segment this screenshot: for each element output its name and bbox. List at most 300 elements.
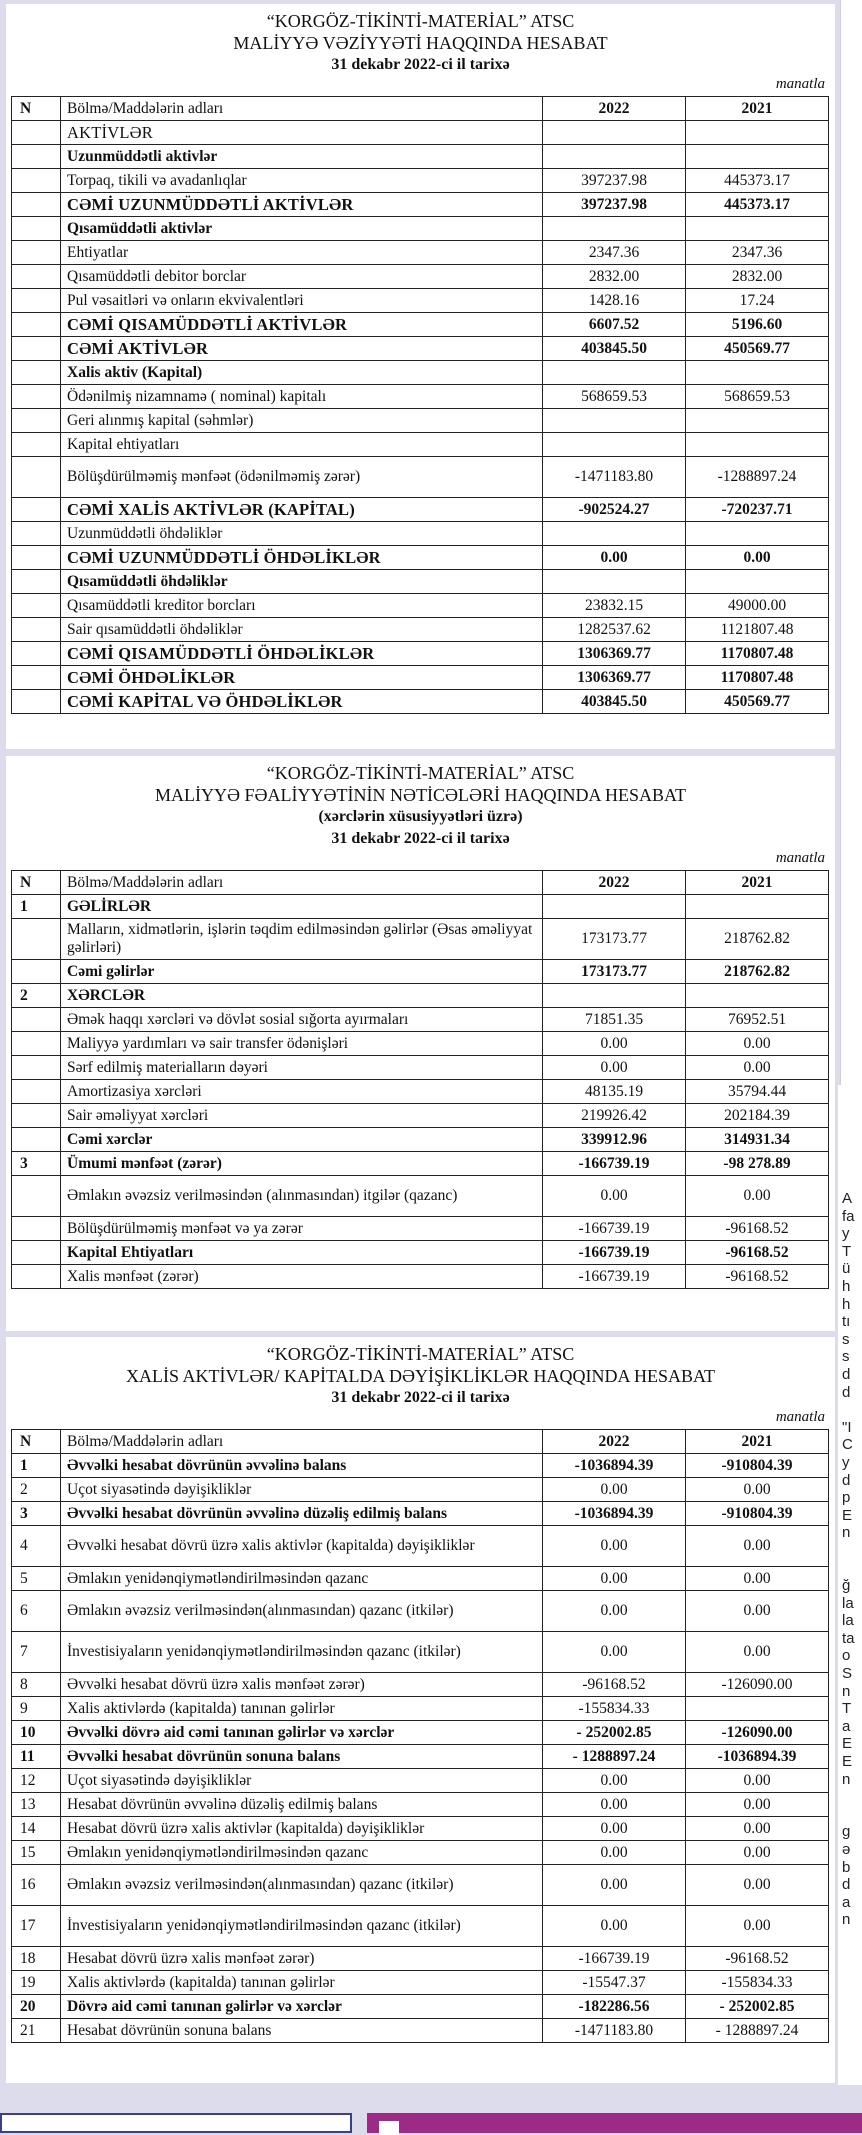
bottom-right-button[interactable] xyxy=(367,2113,862,2133)
article-text-fragment: E xyxy=(842,1506,853,1524)
row-number xyxy=(12,570,61,594)
adjacent-article-text xyxy=(838,1085,862,2085)
table-row xyxy=(12,1526,829,1567)
row-number xyxy=(12,1265,61,1289)
row-number: 7 xyxy=(12,1632,61,1673)
article-text-fragment: d xyxy=(842,1876,851,1894)
table-row xyxy=(12,1673,829,1697)
value-2021: -96168.52 xyxy=(686,1241,829,1265)
row-number: 15 xyxy=(12,1841,61,1865)
row-label: Sair qısamüddətli öhdəliklər xyxy=(61,618,543,642)
table-row xyxy=(12,498,829,522)
table-row xyxy=(12,522,829,546)
table-row xyxy=(12,121,829,145)
table-row xyxy=(12,1032,829,1056)
row-label: CƏMİ UZUNMÜDDƏTLİ ÖHDƏLİKLƏR xyxy=(61,546,543,570)
row-number xyxy=(12,1217,61,1241)
row-label: Maliyyə yardımları və sair transfer ödənişləri xyxy=(61,1032,543,1056)
value-2021 xyxy=(686,522,829,546)
table-header-row xyxy=(12,871,829,895)
value-2021: 568659.53 xyxy=(686,385,829,409)
value-2022: 403845.50 xyxy=(543,337,686,361)
value-2022: 1282537.62 xyxy=(543,618,686,642)
table-row xyxy=(12,193,829,217)
row-number xyxy=(12,193,61,217)
value-2022: 48135.19 xyxy=(543,1080,686,1104)
value-2022: -166739.19 xyxy=(543,1152,686,1176)
row-label: Bölüşdürülməmiş mənfəət (ödənilməmiş zərər) xyxy=(61,457,543,498)
row-label: Əvvəlki hesabat dövrünün əvvəlinə balans xyxy=(61,1454,543,1478)
table-row xyxy=(12,1697,829,1721)
value-2021: 314931.34 xyxy=(686,1128,829,1152)
table-row xyxy=(12,642,829,666)
value-2022: -1036894.39 xyxy=(543,1502,686,1526)
row-label: Əmlakın yenidənqiymətləndirilməsindən qazanc xyxy=(61,1841,543,1865)
article-text-fragment: "I xyxy=(842,1418,852,1436)
value-2021 xyxy=(686,984,829,1008)
value-2022 xyxy=(543,984,686,1008)
value-2021: -155834.33 xyxy=(686,1971,829,1995)
article-text-fragment: n xyxy=(842,1682,851,1700)
row-label: Uçot siyasətində dəyişikliklər xyxy=(61,1478,543,1502)
value-2021 xyxy=(686,121,829,145)
row-number xyxy=(12,313,61,337)
table-row xyxy=(12,546,829,570)
article-text-fragment: T xyxy=(842,1700,852,1718)
table-row xyxy=(12,690,829,714)
table-row xyxy=(12,919,829,960)
value-2021: 445373.17 xyxy=(686,169,829,193)
row-label: Cəmi xərclər xyxy=(61,1128,543,1152)
table-row xyxy=(12,1128,829,1152)
value-2021: 0.00 xyxy=(686,1632,829,1673)
table-row xyxy=(12,1056,829,1080)
value-2022: 0.00 xyxy=(543,1841,686,1865)
row-label: Qısamüddətli öhdəliklər xyxy=(61,570,543,594)
table-row xyxy=(12,241,829,265)
article-text-fragment: la xyxy=(842,1594,854,1612)
value-2022: -155834.33 xyxy=(543,1697,686,1721)
table-row xyxy=(12,1745,829,1769)
row-number: 14 xyxy=(12,1817,61,1841)
value-2022: 1428.16 xyxy=(543,289,686,313)
table-row xyxy=(12,313,829,337)
value-2021: -96168.52 xyxy=(686,1265,829,1289)
row-number xyxy=(12,1104,61,1128)
button-icon xyxy=(379,2121,399,2135)
row-label: CƏMİ QISAMÜDDƏTLİ ÖHDƏLİKLƏR xyxy=(61,642,543,666)
row-label: Hesabat dövrü üzrə xalis mənfəət zərər) xyxy=(61,1947,543,1971)
article-text-fragment: n xyxy=(842,1911,851,1929)
row-label: Hesabat dövrünün sonuna balans xyxy=(61,2019,543,2043)
article-text-fragment: b xyxy=(842,1858,851,1876)
article-text-fragment: d xyxy=(842,1471,851,1489)
value-2022: -1471183.80 xyxy=(543,2019,686,2043)
value-2022 xyxy=(543,522,686,546)
value-2022: 0.00 xyxy=(543,1769,686,1793)
row-label: Sərf edilmiş materialların dəyəri xyxy=(61,1056,543,1080)
article-text-fragment: tı xyxy=(842,1313,851,1331)
row-label: Hesabat dövrünün əvvəlinə düzəliş edilmiş balans xyxy=(61,1793,543,1817)
value-2021: 0.00 xyxy=(686,1769,829,1793)
row-number: 13 xyxy=(12,1793,61,1817)
value-2021: 0.00 xyxy=(686,1793,829,1817)
row-label: AKTİVLƏR xyxy=(61,121,543,145)
row-label: Qısamüddətli debitor borclar xyxy=(61,265,543,289)
row-number xyxy=(12,1176,61,1217)
row-number: 11 xyxy=(12,1745,61,1769)
table-row xyxy=(12,337,829,361)
row-number xyxy=(12,1008,61,1032)
table-row xyxy=(12,570,829,594)
table-row xyxy=(12,618,829,642)
table-row xyxy=(12,1176,829,1217)
value-2022: 1306369.77 xyxy=(543,642,686,666)
report-title: MALİYYƏ VƏZİYYƏTİ HAQQINDA HESABAT xyxy=(233,33,608,53)
table-row xyxy=(12,1721,829,1745)
article-text-fragment xyxy=(842,1542,862,1560)
value-2021: 445373.17 xyxy=(686,193,829,217)
table-row xyxy=(12,1947,829,1971)
value-2022: 219926.42 xyxy=(543,1104,686,1128)
table-row xyxy=(12,1241,829,1265)
row-label: Qısamüddətli aktivlər xyxy=(61,217,543,241)
row-label: Bölüşdürülməmiş mənfəət və ya zərər xyxy=(61,1217,543,1241)
row-number xyxy=(12,265,61,289)
table-row xyxy=(12,145,829,169)
value-2021: 0.00 xyxy=(686,1526,829,1567)
value-2022: 0.00 xyxy=(543,546,686,570)
value-2021: 76952.51 xyxy=(686,1008,829,1032)
row-number xyxy=(12,690,61,714)
value-2021: -720237.71 xyxy=(686,498,829,522)
article-text-fragment xyxy=(842,1788,862,1806)
row-label: Əvvəlki hesabat dövrünün əvvəlinə düzəliş edilmiş balans xyxy=(61,1502,543,1526)
row-label: Xalis aktivlərdə (kapitalda) tanınan gəlirlər xyxy=(61,1971,543,1995)
table-row xyxy=(12,1793,829,1817)
row-label: Amortizasiya xərcləri xyxy=(61,1080,543,1104)
row-number: 21 xyxy=(12,2019,61,2043)
header-name: Bölmə/Maddələrin adları xyxy=(61,871,543,895)
value-2021 xyxy=(686,361,829,385)
currency-unit: manatla xyxy=(775,850,825,866)
row-label: Ödənilmiş nizamnamə ( nominal) kapitalı xyxy=(61,385,543,409)
value-2022: 71851.35 xyxy=(543,1008,686,1032)
income-statement-panel xyxy=(6,756,835,1331)
row-label: Əvvəlki hesabat dövrü üzrə xalis mənfəət zərər) xyxy=(61,1673,543,1697)
value-2022 xyxy=(543,121,686,145)
value-2022: 173173.77 xyxy=(543,960,686,984)
currency-unit: manatla xyxy=(775,76,825,92)
report-subtitle: (xərclərin xüsusiyyətləri üzrə) xyxy=(318,808,523,825)
company-name: “KORGÖZ-TİKİNTİ-MATERİAL” ATSC xyxy=(266,763,575,783)
value-2021 xyxy=(686,145,829,169)
company-name: “KORGÖZ-TİKİNTİ-MATERİAL” ATSC xyxy=(266,11,575,31)
value-2021: 0.00 xyxy=(686,1567,829,1591)
value-2022: -182286.56 xyxy=(543,1995,686,2019)
row-label: XƏRCLƏR xyxy=(61,984,543,1008)
article-text-fragment xyxy=(842,1401,862,1419)
row-label: Əmlakın yenidənqiymətləndirilməsindən qazanc xyxy=(61,1567,543,1591)
row-number xyxy=(12,1080,61,1104)
row-number xyxy=(12,618,61,642)
row-label: Uçot siyasətində dəyişikliklər xyxy=(61,1769,543,1793)
equity-statement-title-block xyxy=(6,1337,835,1409)
value-2022: 173173.77 xyxy=(543,919,686,960)
value-2022: 2832.00 xyxy=(543,265,686,289)
row-number xyxy=(12,498,61,522)
article-text-fragment: y xyxy=(842,1225,850,1243)
value-2022: -902524.27 xyxy=(543,498,686,522)
value-2021 xyxy=(686,217,829,241)
value-2022 xyxy=(543,895,686,919)
article-text-fragment: n xyxy=(842,1770,851,1788)
report-date: 31 dekabr 2022-ci il tarixə xyxy=(331,56,510,73)
row-number: 19 xyxy=(12,1971,61,1995)
row-number xyxy=(12,217,61,241)
table-row xyxy=(12,1769,829,1793)
value-2022: -15547.37 xyxy=(543,1971,686,1995)
row-label: CƏMİ QISAMÜDDƏTLİ AKTİVLƏR xyxy=(61,313,543,337)
table-row xyxy=(12,984,829,1008)
value-2021: 0.00 xyxy=(686,546,829,570)
value-2021: 0.00 xyxy=(686,1906,829,1947)
value-2022: -166739.19 xyxy=(543,1947,686,1971)
row-number: 9 xyxy=(12,1697,61,1721)
table-row xyxy=(12,217,829,241)
company-name: “KORGÖZ-TİKİNTİ-MATERİAL” ATSC xyxy=(266,1344,575,1364)
table-header-row xyxy=(12,97,829,121)
value-2022 xyxy=(543,433,686,457)
value-2022: 397237.98 xyxy=(543,193,686,217)
value-2022: 23832.15 xyxy=(543,594,686,618)
row-number xyxy=(12,1032,61,1056)
row-number xyxy=(12,960,61,984)
article-text-fragment: g xyxy=(842,1823,851,1841)
table-row xyxy=(12,895,829,919)
row-number xyxy=(12,121,61,145)
row-number xyxy=(12,1056,61,1080)
row-number: 3 xyxy=(12,1152,61,1176)
row-number xyxy=(12,1128,61,1152)
row-label: Malların, xidmətlərin, işlərin təqdim edilməsindən gəlirlər (Əsas əməliyyat gəlirləri) xyxy=(61,919,543,960)
row-number: 3 xyxy=(12,1502,61,1526)
table-row xyxy=(12,457,829,498)
value-2022: 0.00 xyxy=(543,1817,686,1841)
article-text-fragment: s xyxy=(842,1348,850,1366)
value-2021: 0.00 xyxy=(686,1817,829,1841)
row-label: Xalis aktiv (Kapital) xyxy=(61,361,543,385)
value-2021: 5196.60 xyxy=(686,313,829,337)
value-2022: 1306369.77 xyxy=(543,666,686,690)
row-label: Uzunmüddətli aktivlər xyxy=(61,145,543,169)
row-label: CƏMİ UZUNMÜDDƏTLİ AKTİVLƏR xyxy=(61,193,543,217)
header-name: Bölmə/Maddələrin adları xyxy=(61,1430,543,1454)
value-2021 xyxy=(686,570,829,594)
article-text-fragment: E xyxy=(842,1735,853,1753)
article-text-fragment: s xyxy=(842,1330,850,1348)
row-label: Dövrə aid cəmi tanınan gəlirlər və xərclər xyxy=(61,1995,543,2019)
header-2021: 2021 xyxy=(686,97,829,121)
equity-statement-panel xyxy=(6,1337,835,2083)
row-number xyxy=(12,457,61,498)
row-label: Əvvəlki hesabat dövrünün sonuna balans xyxy=(61,1745,543,1769)
header-2022: 2022 xyxy=(543,871,686,895)
row-label: Əmlakın əvəzsiz verilməsindən(alınmasından) qazanc (itkilər) xyxy=(61,1591,543,1632)
value-2021: 218762.82 xyxy=(686,960,829,984)
value-2021: 35794.44 xyxy=(686,1080,829,1104)
row-number xyxy=(12,433,61,457)
row-number xyxy=(12,145,61,169)
row-number: 12 xyxy=(12,1769,61,1793)
table-row xyxy=(12,1995,829,2019)
report-title: XALİS AKTİVLƏR/ KAPİTALDA DƏYİŞİKLİKLƏR HAQQINDA HESABAT xyxy=(125,1366,716,1386)
table-row xyxy=(12,1591,829,1632)
balance-sheet-table xyxy=(11,96,829,714)
table-row xyxy=(12,1080,829,1104)
header-n: N xyxy=(12,871,61,895)
table-row xyxy=(12,666,829,690)
article-text-fragment: S xyxy=(842,1665,853,1683)
article-text-fragment: ü xyxy=(842,1260,851,1278)
value-2021 xyxy=(686,433,829,457)
table-row xyxy=(12,1217,829,1241)
row-label: Qısamüddətli kreditor borcları xyxy=(61,594,543,618)
table-header-row xyxy=(12,1430,829,1454)
article-text-fragment: C xyxy=(842,1436,853,1454)
row-label: CƏMİ XALİS AKTİVLƏR (KAPİTAL) xyxy=(61,498,543,522)
row-label: Xalis aktivlərdə (kapitalda) tanınan gəlirlər xyxy=(61,1697,543,1721)
value-2021: -1036894.39 xyxy=(686,1745,829,1769)
value-2022: 0.00 xyxy=(543,1591,686,1632)
value-2021: 0.00 xyxy=(686,1032,829,1056)
value-2022: 568659.53 xyxy=(543,385,686,409)
value-2021: -96168.52 xyxy=(686,1217,829,1241)
value-2021: 1121807.48 xyxy=(686,618,829,642)
value-2021: 1170807.48 xyxy=(686,642,829,666)
article-text-fragment: fa xyxy=(842,1207,855,1225)
value-2021 xyxy=(686,895,829,919)
row-label: CƏMİ KAPİTAL VƏ ÖHDƏLİKLƏR xyxy=(61,690,543,714)
value-2022: 397237.98 xyxy=(543,169,686,193)
article-text-fragment: A xyxy=(842,1190,853,1207)
article-text-fragment: ğ xyxy=(842,1577,851,1595)
article-text-fragment: p xyxy=(842,1489,851,1507)
row-number: 1 xyxy=(12,895,61,919)
adjacent-document-strip xyxy=(840,0,862,1100)
article-text-fragment: h xyxy=(842,1277,851,1295)
value-2022 xyxy=(543,361,686,385)
value-2022: 0.00 xyxy=(543,1056,686,1080)
row-number xyxy=(12,385,61,409)
row-number: 6 xyxy=(12,1591,61,1632)
table-row xyxy=(12,1454,829,1478)
table-row xyxy=(12,1865,829,1906)
report-title: MALİYYƏ FƏALİYYƏTİNİN NƏTİCƏLƏRİ HAQQINDA HESABAT xyxy=(155,785,686,805)
value-2021 xyxy=(686,409,829,433)
value-2021: 0.00 xyxy=(686,1841,829,1865)
row-label: Əvvəlki dövrə aid cəmi tanınan gəlirlər və xərclər xyxy=(61,1721,543,1745)
article-text-fragment: a xyxy=(842,1893,851,1911)
row-label: Ümumi mənfəət (zərər) xyxy=(61,1152,543,1176)
row-label: Əmək haqqı xərcləri və dövlət sosial sığorta ayırmaları xyxy=(61,1008,543,1032)
value-2021: -1288897.24 xyxy=(686,457,829,498)
table-row xyxy=(12,265,829,289)
row-number: 10 xyxy=(12,1721,61,1745)
table-row xyxy=(12,960,829,984)
value-2022: 2347.36 xyxy=(543,241,686,265)
article-text-fragment: E xyxy=(842,1753,853,1770)
table-row xyxy=(12,2019,829,2043)
article-text-fragment: y xyxy=(842,1453,850,1471)
table-row xyxy=(12,289,829,313)
balance-sheet-title-block xyxy=(6,4,835,76)
value-2022: - 1288897.24 xyxy=(543,1745,686,1769)
row-label: GƏLİRLƏR xyxy=(61,895,543,919)
table-row xyxy=(12,169,829,193)
article-text-fragment: d xyxy=(842,1365,851,1383)
value-2022: 0.00 xyxy=(543,1526,686,1567)
value-2022: 0.00 xyxy=(543,1865,686,1906)
value-2021: 450569.77 xyxy=(686,690,829,714)
row-label: Ehtiyatlar xyxy=(61,241,543,265)
table-row xyxy=(12,385,829,409)
row-label: Əmlakın əvəzsiz verilməsindən(alınmasından) qazanc (itkilər) xyxy=(61,1865,543,1906)
value-2022: - 252002.85 xyxy=(543,1721,686,1745)
header-2022: 2022 xyxy=(543,1430,686,1454)
income-statement-title-block xyxy=(6,756,835,850)
row-label: CƏMİ AKTİVLƏR xyxy=(61,337,543,361)
table-row xyxy=(12,1104,829,1128)
value-2021: - 1288897.24 xyxy=(686,2019,829,2043)
row-number: 8 xyxy=(12,1673,61,1697)
table-row xyxy=(12,594,829,618)
row-number xyxy=(12,546,61,570)
value-2022 xyxy=(543,409,686,433)
value-2021: 0.00 xyxy=(686,1176,829,1217)
header-n: N xyxy=(12,97,61,121)
row-number: 18 xyxy=(12,1947,61,1971)
article-text-fragment: la xyxy=(842,1612,854,1630)
value-2022: -1036894.39 xyxy=(543,1454,686,1478)
row-label: Torpaq, tikili və avadanlıqlar xyxy=(61,169,543,193)
value-2022: 403845.50 xyxy=(543,690,686,714)
report-date: 31 dekabr 2022-ci il tarixə xyxy=(331,830,510,847)
value-2022: -96168.52 xyxy=(543,1673,686,1697)
row-label: Geri alınmış kapital (səhmlər) xyxy=(61,409,543,433)
bottom-left-button[interactable] xyxy=(0,2113,352,2133)
header-name: Bölmə/Maddələrin adları xyxy=(61,97,543,121)
value-2021: 17.24 xyxy=(686,289,829,313)
row-label: Cəmi gəlirlər xyxy=(61,960,543,984)
value-2021: -910804.39 xyxy=(686,1502,829,1526)
article-text-fragment: a xyxy=(842,1717,851,1735)
balance-sheet-panel xyxy=(6,4,835,749)
row-label: Hesabat dövrü üzrə xalis aktivlər (kapitalda) dəyişikliklər xyxy=(61,1817,543,1841)
value-2022 xyxy=(543,570,686,594)
row-number xyxy=(12,337,61,361)
row-label: Əmlakın əvəzsiz verilməsindən (alınmasından) itgilər (qazanc) xyxy=(61,1176,543,1217)
row-number: 2 xyxy=(12,984,61,1008)
value-2021: -96168.52 xyxy=(686,1947,829,1971)
table-row xyxy=(12,1567,829,1591)
value-2022 xyxy=(543,217,686,241)
row-label: Kapital Ehtiyatları xyxy=(61,1241,543,1265)
row-number xyxy=(12,594,61,618)
table-row xyxy=(12,433,829,457)
value-2021: -126090.00 xyxy=(686,1673,829,1697)
row-number: 16 xyxy=(12,1865,61,1906)
